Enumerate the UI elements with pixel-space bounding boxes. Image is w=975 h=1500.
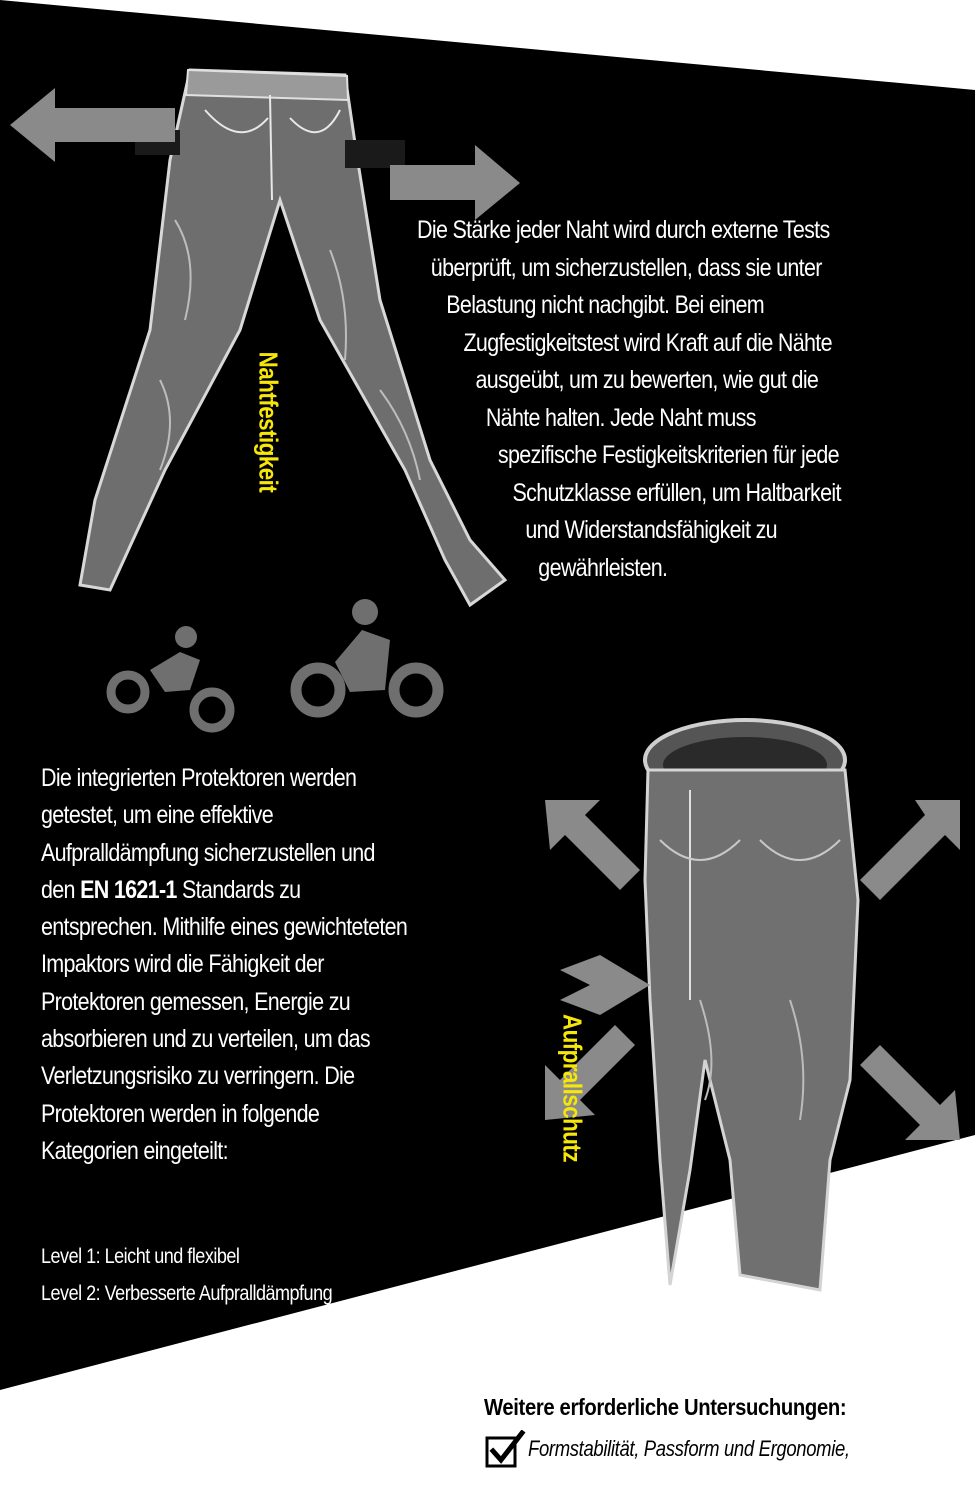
seam-line: Nähte halten. Jede Naht muss: [485, 403, 756, 432]
seam-line: Schutzklasse erfüllen, um Haltbarkeit: [512, 478, 841, 507]
en-standard: EN 1621-1: [80, 875, 177, 904]
level-item: Level 2: Verbesserte Aufpralldämpfung: [41, 1282, 333, 1305]
impact-line: Die integrierten Protektoren werden: [41, 764, 357, 792]
seam-line: Zugfestigkeitstest wird Kraft auf die Nähte: [463, 328, 832, 357]
impact-line: Impaktors wird die Fähigkeit der: [41, 950, 324, 979]
seam-strength-label: Nahtfestigkeit: [253, 351, 284, 493]
impact-text: Standards zu: [176, 875, 301, 904]
impact-line: absorbieren und zu verteilen, um das: [41, 1025, 371, 1054]
motorcycle-rider-icon-2: [296, 599, 438, 712]
jeans-illustration-bottom: [645, 720, 858, 1290]
impact-arrow-icon-5: [560, 955, 650, 1015]
impact-arrow-icon-4: [860, 1045, 960, 1140]
impact-line: Protektoren werden in folgende: [41, 1099, 320, 1128]
further-tests-heading: Weitere erforderliche Untersuchungen:: [484, 1394, 847, 1420]
seam-line: ausgeübt, um zu bewerten, wie gut die: [475, 366, 819, 394]
motorcycle-rider-icon-1: [111, 626, 230, 728]
arrow-right-icon: [390, 145, 520, 220]
top-white-band: [0, 0, 975, 90]
impact-line: Kategorien eingeteilt:: [41, 1136, 228, 1165]
impact-protection-label: Aufprallschutz: [557, 1013, 588, 1163]
seam-line: gewährleisten.: [538, 553, 668, 582]
impact-line: Verletzungsrisiko zu verringern. Die: [41, 1062, 355, 1091]
impact-arrow-icon-1: [545, 800, 640, 890]
seam-line: Belastung nicht nachgibt. Bei einem: [446, 291, 765, 319]
seam-line: und Widerstandsfähigkeit zu: [525, 516, 777, 544]
seam-line: überprüft, um sicherzustellen, dass sie unter: [430, 253, 822, 282]
impact-arrow-icon-3: [860, 800, 960, 900]
impact-line: Protektoren gemessen, Energie zu: [41, 987, 351, 1016]
seam-line: Die Stärke jeder Naht wird durch externe Tests: [417, 216, 830, 244]
impact-line: getestet, um eine effektive: [41, 801, 274, 830]
seam-line: spezifische Festigkeitskriterien für jede: [497, 441, 839, 469]
impact-line: Aufpralldämpfung sicherzustellen und: [41, 838, 375, 867]
impact-line: entsprechen. Mithilfe eines gewichteteten: [41, 913, 408, 942]
impact-text: den: [41, 875, 81, 904]
further-test-item: Formstabilität, Passform und Ergonomie,: [528, 1436, 850, 1461]
seam-strength-paragraph: [405, 212, 887, 587]
level-item: Level 1: Leicht und flexibel: [41, 1245, 240, 1268]
impact-line-standard: [41, 872, 523, 909]
impact-paragraph: [41, 760, 523, 1170]
protection-levels-list: [41, 1238, 332, 1312]
checkbox-checked-icon: [484, 1430, 526, 1472]
